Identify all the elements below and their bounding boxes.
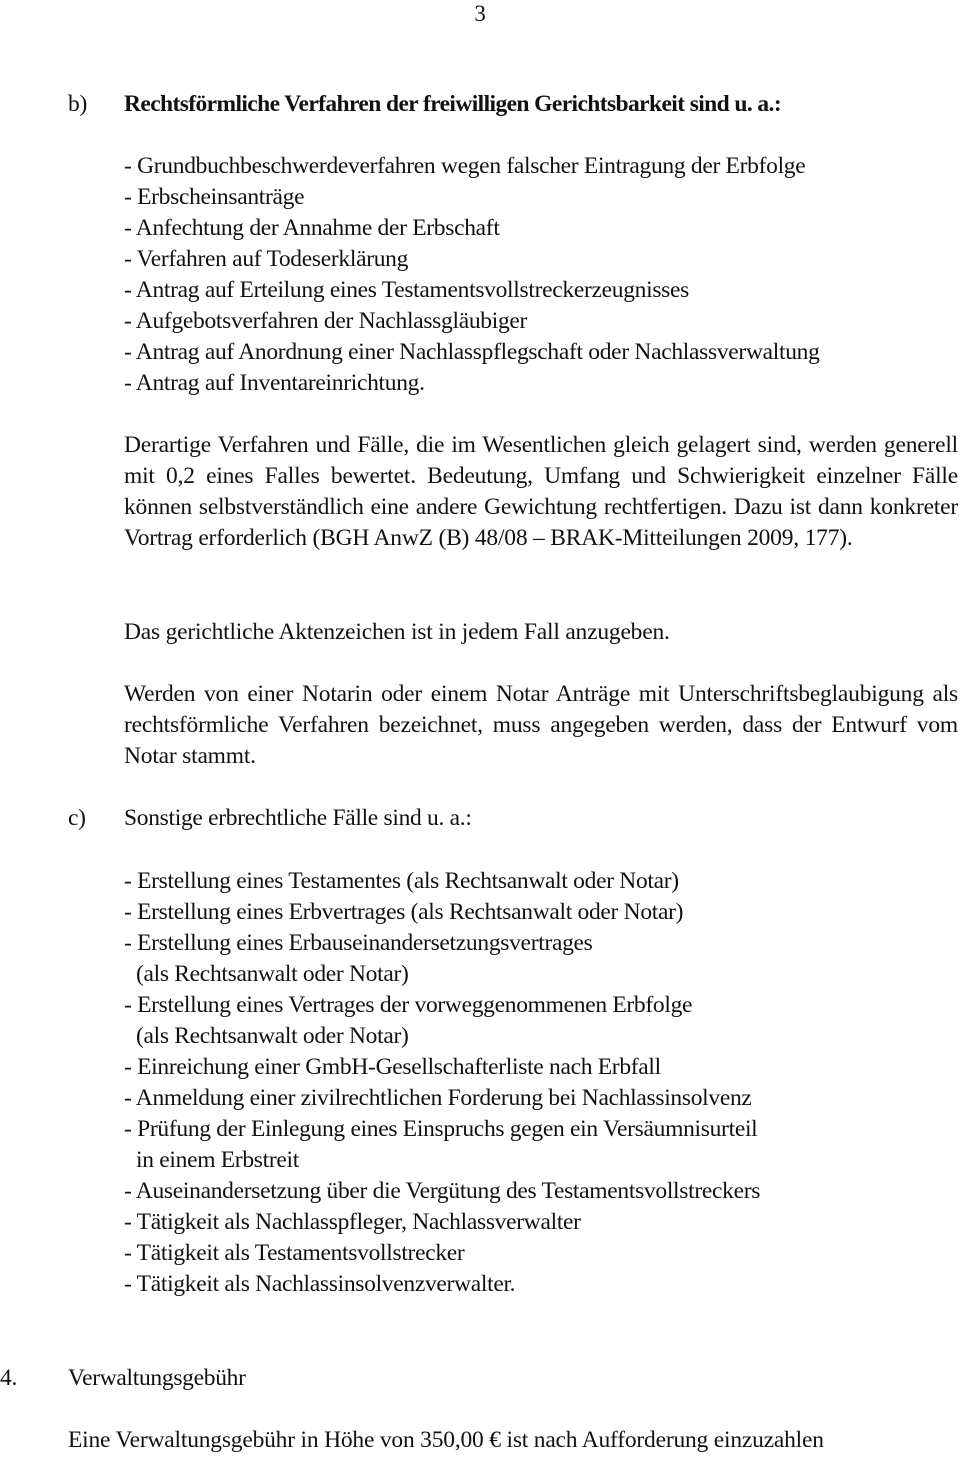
page-number: 3 (474, 1, 486, 26)
section-4-paragraph-fee: Eine Verwaltungsgebühr in Höhe von 350,00 € ist nach Aufforderung einzuzahlen (68, 1427, 824, 1453)
list-item-continuation: (als Rechtsanwalt oder Notar) (136, 1023, 409, 1049)
section-c-label: c) (68, 805, 86, 831)
section-4-heading: Verwaltungsgebühr (68, 1365, 246, 1391)
list-item (124, 1083, 760, 1114)
list-item: - Antrag auf Anordnung einer Nachlasspflegschaft oder Nachlassverwaltung (124, 339, 820, 365)
list-item-text: - Tätigkeit als Nachlassinsolvenzverwalter. (124, 1271, 516, 1297)
list-item-text: - Erstellung eines Testamentes (als Rechtsanwalt oder Notar) (124, 868, 679, 894)
list-item-text: - Erstellung eines Vertrages der vorweggenommenen Erbfolge (124, 992, 693, 1018)
list-item-text: - Tätigkeit als Testamentsvollstrecker (124, 1240, 465, 1266)
list-item-text: - Erstellung eines Erbvertrages (als Rechtsanwalt oder Notar) (124, 899, 684, 925)
list-item (124, 928, 760, 990)
section-b-heading: Rechtsförmliche Verfahren der freiwilligen Gerichtsbarkeit sind u. a.: (124, 91, 782, 117)
section-b-paragraph-notary: Werden von einer Notarin oder einem Notar Anträge mit Unterschriftsbeglaubigung als rechtsförmliche Verfahren bezeichnet, muss angegeben werden, dass der Entwurf vom Notar stammt. (124, 681, 958, 769)
list-item (124, 866, 760, 897)
list-item (124, 990, 760, 1052)
list-item-text: - Erstellung eines Erbauseinandersetzungsvertrages (124, 930, 593, 956)
section-b-paragraph-file-number: Das gerichtliche Aktenzeichen ist in jedem Fall anzugeben. (124, 619, 670, 645)
list-item-text: - Anmeldung einer zivilrechtlichen Forderung bei Nachlassinsolvenz (124, 1085, 752, 1111)
list-item: - Aufgebotsverfahren der Nachlassgläubiger (124, 308, 528, 334)
list-item: - Verfahren auf Todeserklärung (124, 246, 409, 272)
list-item (124, 1114, 760, 1176)
list-item: - Erbscheinsanträge (124, 184, 305, 210)
section-c-list (124, 866, 760, 1300)
list-item: - Anfechtung der Annahme der Erbschaft (124, 215, 500, 241)
list-item-text: - Prüfung der Einlegung eines Einspruchs gegen ein Versäumnisurteil (124, 1116, 758, 1142)
list-item-text: - Auseinandersetzung über die Vergütung des Testamentsvollstreckers (124, 1178, 761, 1204)
list-item-text: - Einreichung einer GmbH-Gesellschafterliste nach Erbfall (124, 1054, 661, 1080)
section-b-list (124, 151, 820, 399)
list-item (124, 1052, 760, 1083)
list-item: - Antrag auf Erteilung eines Testamentsvollstreckerzeugnisses (124, 277, 689, 303)
list-item (124, 1238, 760, 1269)
list-item-text: - Tätigkeit als Nachlasspfleger, Nachlassverwalter (124, 1209, 581, 1235)
section-4-label: 4. (0, 1365, 18, 1391)
list-item: - Antrag auf Inventareinrichtung. (124, 370, 425, 396)
section-b-label: b) (68, 91, 87, 117)
list-item (124, 897, 760, 928)
section-b-paragraph-weighting: Derartige Verfahren und Fälle, die im Wesentlichen gleich gelagert sind, werden generell mit 0,2 eines Falles bewertet. Bedeutung, Umfang und Schwierigkeit einzelner Fälle können selbstverständlich eine andere Gewichtung rechtfertigen. Dazu ist dann konkreter Vortrag erforderlich (BGH AnwZ (B) 48/08 – BRAK-Mitteilungen 2009, 177). (124, 432, 958, 551)
list-item-continuation: (als Rechtsanwalt oder Notar) (136, 961, 409, 987)
list-item (124, 1207, 760, 1238)
list-item (124, 1269, 760, 1300)
list-item-continuation: in einem Erbstreit (136, 1147, 299, 1173)
list-item (124, 1176, 760, 1207)
list-item: - Grundbuchbeschwerdeverfahren wegen falscher Eintragung der Erbfolge (124, 153, 806, 179)
section-c-heading: Sonstige erbrechtliche Fälle sind u. a.: (124, 805, 472, 831)
